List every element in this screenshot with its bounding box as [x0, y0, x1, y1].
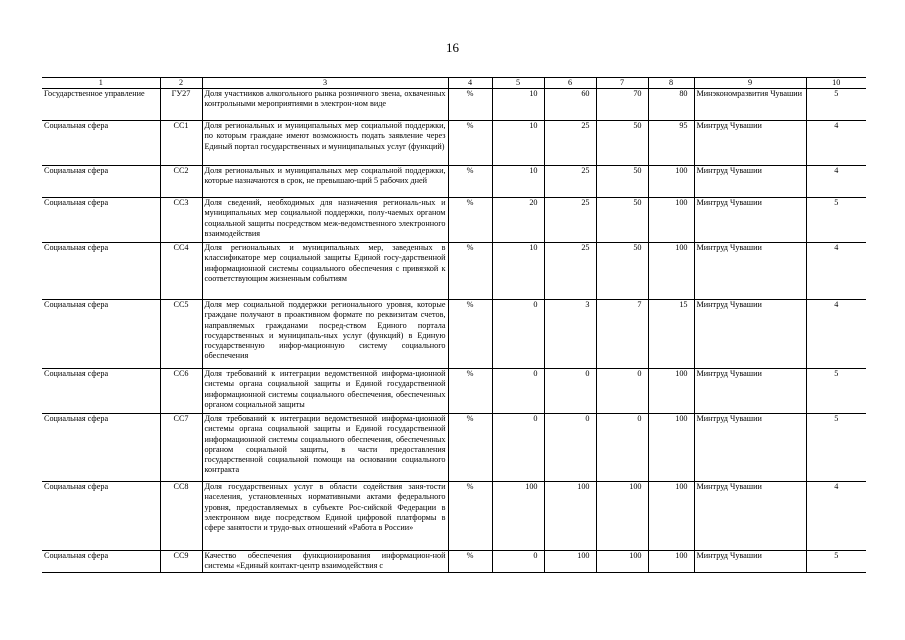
row-description: Доля требований к интеграции ведомственной информа-ционной системы органа социальной защиты и Единой государственной информационной системы социального обеспечения, обеспеченных органом социальной защиты, в части предоставления государственной социальной помощи на основании социального контракта	[202, 414, 448, 482]
row-unit: %	[448, 166, 492, 198]
row-value: 50	[596, 121, 648, 166]
table-row	[42, 482, 866, 551]
row-code: СС4	[160, 243, 202, 300]
table-row	[42, 369, 866, 414]
row-description: Доля региональных и муниципальных мер социальной поддержки, по которым граждане имеют возможность подать заявление через Единый портал государственных и муниципальных услуг (функций)	[202, 121, 448, 166]
row-responsible: Минтруд Чувашии	[694, 369, 806, 414]
row-value: 100	[648, 243, 694, 300]
row-description: Доля государственных услуг в области содействия заня-тости населения, установленных нормативными актами федерального уровня, предоставляемых в субъекте Рос-сийской Федерации в электронном виде посредством Единой цифровой платформы в сфере занятости и трудо-вых отношений «Работа в России»	[202, 482, 448, 551]
row-value: 70	[596, 89, 648, 121]
row-value: 100	[648, 551, 694, 573]
row-area: Государственное управление	[42, 89, 160, 121]
row-score: 5	[806, 198, 866, 243]
column-number: 6	[544, 78, 596, 89]
row-responsible: Минтруд Чувашии	[694, 121, 806, 166]
row-area: Социальная сфера	[42, 198, 160, 243]
row-code: ГУ27	[160, 89, 202, 121]
row-unit: %	[448, 198, 492, 243]
row-score: 4	[806, 482, 866, 551]
row-code: СС6	[160, 369, 202, 414]
row-area: Социальная сфера	[42, 414, 160, 482]
row-value: 10	[492, 243, 544, 300]
column-number: 9	[694, 78, 806, 89]
row-value: 100	[596, 482, 648, 551]
row-value: 25	[544, 198, 596, 243]
row-value: 15	[648, 300, 694, 369]
row-description: Доля требований к интеграции ведомственной информа-ционной системы органа социальной защиты и Единой государственной информационной системы социального обеспечения, обеспеченных органом социальной защиты	[202, 369, 448, 414]
table-row	[42, 414, 866, 482]
row-area: Социальная сфера	[42, 551, 160, 573]
row-value: 0	[596, 414, 648, 482]
row-value: 80	[648, 89, 694, 121]
indicators-table	[42, 77, 866, 573]
row-value: 50	[596, 166, 648, 198]
row-responsible: Минтруд Чувашии	[694, 300, 806, 369]
row-unit: %	[448, 89, 492, 121]
row-value: 20	[492, 198, 544, 243]
row-responsible: Минтруд Чувашии	[694, 243, 806, 300]
row-value: 100	[648, 482, 694, 551]
row-value: 50	[596, 243, 648, 300]
column-number: 7	[596, 78, 648, 89]
table-row	[42, 300, 866, 369]
table-row	[42, 243, 866, 300]
row-unit: %	[448, 551, 492, 573]
column-number: 3	[202, 78, 448, 89]
row-description: Качество обеспечения функционирования информацион-ной системы «Единый контакт-центр взаимодействия с	[202, 551, 448, 573]
row-responsible: Минтруд Чувашии	[694, 482, 806, 551]
column-number: 8	[648, 78, 694, 89]
table-row	[42, 89, 866, 121]
column-number-row	[42, 78, 866, 89]
table-row	[42, 198, 866, 243]
column-number: 4	[448, 78, 492, 89]
column-number: 5	[492, 78, 544, 89]
row-value: 0	[544, 414, 596, 482]
row-area: Социальная сфера	[42, 243, 160, 300]
row-value: 10	[492, 89, 544, 121]
row-value: 100	[596, 551, 648, 573]
row-unit: %	[448, 121, 492, 166]
row-value: 60	[544, 89, 596, 121]
row-description: Доля региональных и муниципальных мер, заведенных в классификаторе мер социальной защиты Единой госу-дарственной информационной системы социального обеспечения с привязкой к соответствующим жизненным событиям	[202, 243, 448, 300]
row-description: Доля сведений, необходимых для назначения региональ-ных и муниципальных мер социальной поддержки, полу-чаемых органом социальной защиты посредством меж-ведомственного электронного взаимодействия	[202, 198, 448, 243]
row-score: 4	[806, 121, 866, 166]
row-score: 4	[806, 166, 866, 198]
row-value: 0	[492, 551, 544, 573]
row-unit: %	[448, 243, 492, 300]
row-code: СС7	[160, 414, 202, 482]
row-unit: %	[448, 482, 492, 551]
row-responsible: Минтруд Чувашии	[694, 198, 806, 243]
row-score: 5	[806, 89, 866, 121]
row-value: 100	[648, 369, 694, 414]
row-area: Социальная сфера	[42, 369, 160, 414]
row-score: 4	[806, 243, 866, 300]
row-value: 100	[544, 482, 596, 551]
row-value: 25	[544, 121, 596, 166]
row-value: 0	[492, 300, 544, 369]
row-value: 100	[544, 551, 596, 573]
column-number: 1	[42, 78, 160, 89]
row-score: 4	[806, 300, 866, 369]
row-unit: %	[448, 414, 492, 482]
row-value: 25	[544, 166, 596, 198]
row-area: Социальная сфера	[42, 300, 160, 369]
page-number: 16	[446, 40, 459, 55]
row-area: Социальная сфера	[42, 482, 160, 551]
row-code: СС8	[160, 482, 202, 551]
row-value: 3	[544, 300, 596, 369]
column-number: 2	[160, 78, 202, 89]
row-code: СС9	[160, 551, 202, 573]
row-value: 100	[648, 166, 694, 198]
row-responsible: Минтруд Чувашии	[694, 551, 806, 573]
row-description: Доля участников алкогольного рынка розничного звена, охваченных контрольными мероприятиями в электрон-ном виде	[202, 89, 448, 121]
row-unit: %	[448, 369, 492, 414]
table-row	[42, 121, 866, 166]
row-description: Доля мер социальной поддержки регионального уровня, которые граждане получают в проактивном формате по реквизитам счетов, направляемых гражданами посред-ством Единого портала государственных и муниципаль-ных услуг (функций) в Единую государственную инфор-мационную систему социального обеспечения	[202, 300, 448, 369]
row-value: 95	[648, 121, 694, 166]
row-unit: %	[448, 300, 492, 369]
row-value: 7	[596, 300, 648, 369]
row-value: 100	[492, 482, 544, 551]
row-description: Доля региональных и муниципальных мер социальной поддержки, которые назначаются в срок, не превышаю-щий 5 рабочих дней	[202, 166, 448, 198]
row-code: СС3	[160, 198, 202, 243]
row-value: 0	[596, 369, 648, 414]
row-value: 100	[648, 414, 694, 482]
row-score: 5	[806, 551, 866, 573]
column-number: 10	[806, 78, 866, 89]
row-score: 5	[806, 414, 866, 482]
row-code: СС1	[160, 121, 202, 166]
row-value: 25	[544, 243, 596, 300]
row-value: 50	[596, 198, 648, 243]
row-responsible: Минэкономразвития Чувашии	[694, 89, 806, 121]
row-area: Социальная сфера	[42, 121, 160, 166]
row-score: 5	[806, 369, 866, 414]
row-code: СС5	[160, 300, 202, 369]
row-value: 100	[648, 198, 694, 243]
table-row	[42, 551, 866, 573]
row-responsible: Минтруд Чувашии	[694, 166, 806, 198]
row-value: 0	[492, 369, 544, 414]
row-value: 0	[544, 369, 596, 414]
row-value: 0	[492, 414, 544, 482]
row-area: Социальная сфера	[42, 166, 160, 198]
row-value: 10	[492, 166, 544, 198]
row-code: СС2	[160, 166, 202, 198]
row-responsible: Минтруд Чувашии	[694, 414, 806, 482]
row-value: 10	[492, 121, 544, 166]
table-row	[42, 166, 866, 198]
